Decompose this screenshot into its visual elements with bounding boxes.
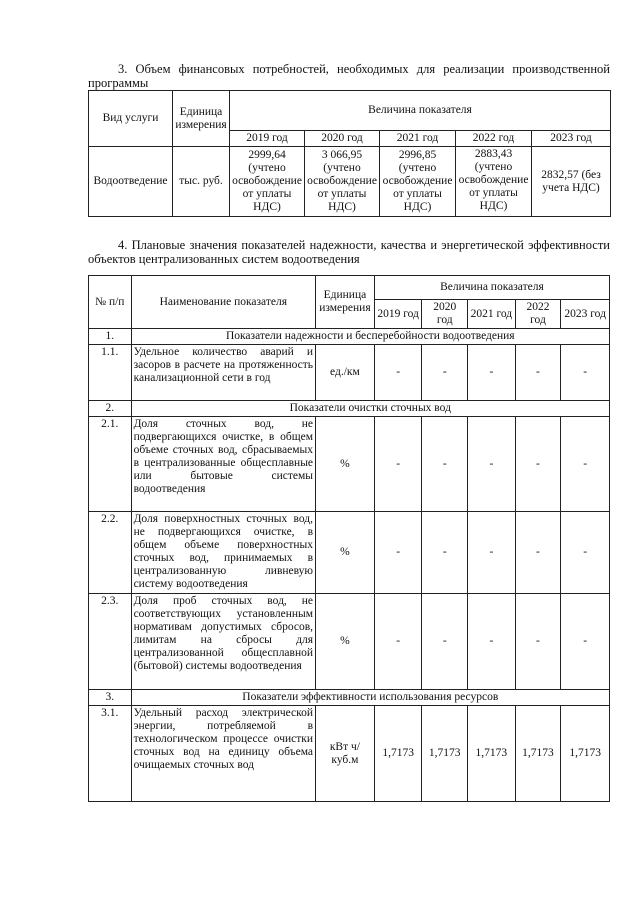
row-value: 1,7173 bbox=[374, 706, 422, 802]
value-cell: 2883,43 (учтено освобождение от уплаты НДС) bbox=[456, 147, 532, 217]
row-value: - bbox=[515, 594, 561, 690]
value-cell: 2996,85 (учтено освобождение от уплаты НДС) bbox=[380, 147, 456, 217]
row-name: Удельный расход электрической энергии, потребляемой в технологическом процессе очистки сточных вод на единицу объема очищаемых сточных вод bbox=[131, 706, 315, 802]
row-value: - bbox=[422, 345, 468, 401]
row-value: 1,7173 bbox=[515, 706, 561, 802]
row-value: - bbox=[422, 417, 468, 512]
row-value: - bbox=[561, 594, 610, 690]
year-cell: 2020 год bbox=[422, 300, 468, 329]
header-unit: Единица измерения bbox=[173, 91, 230, 147]
service-cell: Водоотведение bbox=[89, 147, 173, 217]
row-name: Удельное количество аварий и засоров в расчете на протяженность канализационной сети в год bbox=[131, 345, 315, 401]
row-name: Доля сточных вод, не подвергающихся очистке, в общем объеме сточных вод, сбрасываемых в централизованные общесплавные или бытовые системы водоотведения bbox=[131, 417, 315, 512]
value-cell: 2832,57 (без учета НДС) bbox=[532, 147, 611, 217]
row-value: 1,7173 bbox=[561, 706, 610, 802]
row-value: 1,7173 bbox=[468, 706, 516, 802]
section3-heading: 3. Объем финансовых потребностей, необходимых для реализации производственной программы bbox=[88, 62, 610, 90]
header-unit: Единица измерения bbox=[316, 276, 375, 329]
row-value: - bbox=[561, 512, 610, 594]
unit-cell: тыс. руб. bbox=[173, 147, 230, 217]
row-unit: ед./км bbox=[316, 345, 375, 401]
header-value: Величина показателя bbox=[230, 91, 611, 131]
group-title: Показатели эффективности использования ресурсов bbox=[131, 690, 609, 706]
year-cell: 2023 год bbox=[561, 300, 610, 329]
year-cell: 2019 год bbox=[230, 131, 305, 147]
row-unit: % bbox=[316, 512, 375, 594]
row-unit: % bbox=[316, 594, 375, 690]
year-cell: 2022 год bbox=[515, 300, 561, 329]
group-num: 3. bbox=[89, 690, 132, 706]
header-value: Величина показателя bbox=[374, 276, 609, 300]
row-value: - bbox=[515, 345, 561, 401]
group-num: 1. bbox=[89, 329, 132, 345]
row-value: - bbox=[468, 512, 516, 594]
row-value: - bbox=[374, 594, 422, 690]
year-cell: 2019 год bbox=[374, 300, 422, 329]
row-name: Доля поверхностных сточных вод, не подвергающихся очистке, в общем объеме поверхностных сточных вод, принимаемых в централизованную ливневую систему водоотведения bbox=[131, 512, 315, 594]
year-cell: 2021 год bbox=[380, 131, 456, 147]
row-value: - bbox=[561, 417, 610, 512]
row-value: - bbox=[422, 594, 468, 690]
year-cell: 2021 год bbox=[468, 300, 516, 329]
year-cell: 2020 год bbox=[305, 131, 380, 147]
group-num: 2. bbox=[89, 401, 132, 417]
row-name: Доля проб сточных вод, не соответствующих установленным нормативам допустимых сбросов, лимитам на сбросы для централизованной общесплавной (бытовой) системы водоотведения bbox=[131, 594, 315, 690]
row-value: - bbox=[374, 417, 422, 512]
year-cell: 2023 год bbox=[532, 131, 611, 147]
row-value: - bbox=[422, 512, 468, 594]
row-value: - bbox=[515, 417, 561, 512]
year-cell: 2022 год bbox=[456, 131, 532, 147]
row-value: - bbox=[515, 512, 561, 594]
row-value: - bbox=[468, 594, 516, 690]
header-service: Вид услуги bbox=[89, 91, 173, 147]
group-title: Показатели очистки сточных вод bbox=[131, 401, 609, 417]
value-cell: 3 066,95 (учтено освобождение от уплаты НДС) bbox=[305, 147, 380, 217]
row-value: - bbox=[374, 345, 422, 401]
header-name: Наименование показателя bbox=[131, 276, 315, 329]
group-title: Показатели надежности и бесперебойности водоотведения bbox=[131, 329, 609, 345]
row-num: 2.3. bbox=[89, 594, 132, 690]
row-unit: кВт ч/куб.м bbox=[316, 706, 375, 802]
row-value: 1,7173 bbox=[422, 706, 468, 802]
row-value: - bbox=[374, 512, 422, 594]
section4-heading: 4. Плановые значения показателей надежности, качества и энергетической эффективности объектов централизованных систем водоотведения bbox=[88, 238, 610, 266]
row-value: - bbox=[561, 345, 610, 401]
row-unit: % bbox=[316, 417, 375, 512]
row-num: 1.1. bbox=[89, 345, 132, 401]
row-num: 2.2. bbox=[89, 512, 132, 594]
financial-needs-table bbox=[88, 90, 611, 217]
row-num: 3.1. bbox=[89, 706, 132, 802]
value-cell: 2999,64 (учтено освобождение от уплаты НДС) bbox=[230, 147, 305, 217]
row-num: 2.1. bbox=[89, 417, 132, 512]
indicators-table bbox=[88, 275, 610, 802]
header-num: № п/п bbox=[89, 276, 132, 329]
row-value: - bbox=[468, 345, 516, 401]
row-value: - bbox=[468, 417, 516, 512]
